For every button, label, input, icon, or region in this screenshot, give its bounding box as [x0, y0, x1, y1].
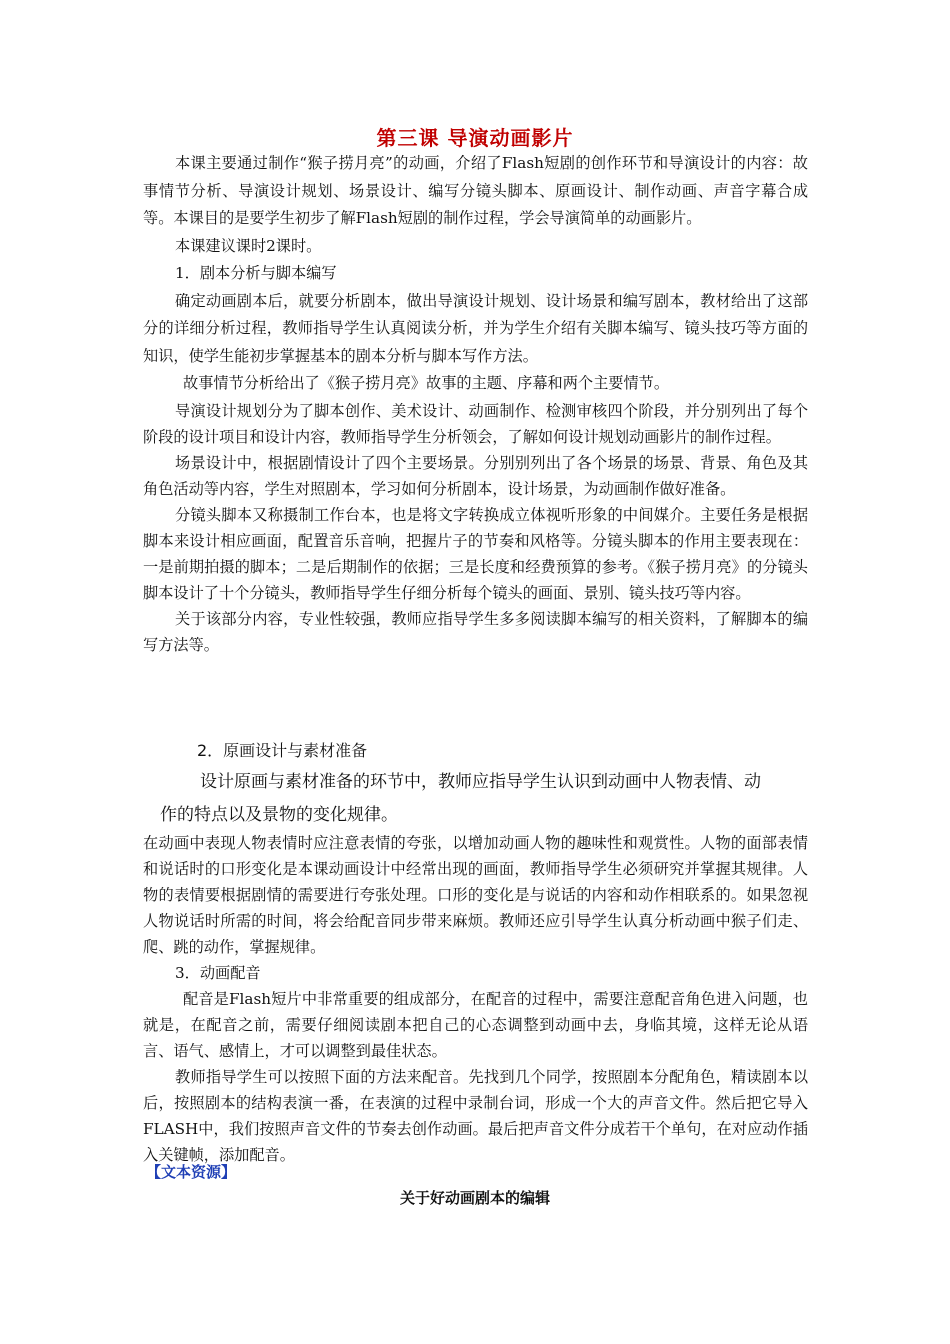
section2-block	[143, 830, 808, 1168]
section1-paragraph: 场景设计中，根据剧情设计了四个主要场景。分别别列出了各个场景的场景、背景、角色及其角色活动等内容，学生对照剧本，学习如何分析剧本，设计场景，为动画制作做好准备。	[143, 453, 808, 498]
section3-paragraph: 配音是Flash短片中非常重要的组成部分，在配音的过程中，需要注意配音角色进入问题，也就是，在配音之前，需要仔细阅读剧本把自己的心态调整到动画中去，身临其境，这样无论从语言、语气、感情上，才可以调整到最佳状态。	[143, 990, 808, 1060]
intro-block	[143, 150, 808, 658]
intro-paragraph: 本课主要通过制作“猴子捞月亮”的动画，介绍了Flash短剧的创作环节和导演设计的内容：故事情节分析、导演设计规划、场景设计、编写分镜头脚本、原画设计、制作动画、声音字幕合成等。本课目的是要学生初步了解Flash短剧的制作过程，学会导演简单的动画影片。	[143, 154, 808, 227]
lesson-title: 第三课 导演动画影片	[376, 126, 574, 150]
intro-hours: 本课建议课时2课时。	[175, 236, 322, 255]
section2-heading: 2．原画设计与素材准备	[197, 741, 368, 760]
section1-paragraph: 确定动画剧本后，就要分析剧本，做出导演设计规划、设计场景和编写剧本，教材给出了这部分的详细分析过程，教师指导学生认真阅读分析，并为学生介绍有关脚本编写、镜头技巧等方面的知识，使学生能初步掌握基本的剧本分析与脚本写作方法。	[143, 291, 808, 365]
section1-paragraph: 分镜头脚本又称摄制工作台本，也是将文字转换成立体视听形象的中间媒介。主要任务是根据脚本来设计相应画面，配置音乐音响，把握片子的节奏和风格等。分镜头脚本的作用主要表现在：一是前期拍摄的脚本；二是后期制作的依据；三是长度和经费预算的参考。《猴子捞月亮》的分镜头脚本设计了十个分镜头，教师指导学生仔细分析每个镜头的画面、景别、镜头技巧等内容。	[143, 505, 808, 602]
section3-paragraph: 教师指导学生可以按照下面的方法来配音。先找到几个同学，按照剧本分配角色，精读剧本以后，按照剧本的结构表演一番，在表演的过程中录制台词，形成一个大的声音文件。然后把它导入FLASH中，我们按照声音文件的节奏去创作动画。最后把声音文件分成若干个单句，在对应动作插入关键帧，添加配音。	[143, 1068, 808, 1164]
section2-lead-line2: 作的特点以及景物的变化规律。	[160, 805, 398, 825]
resource-title: 关于好动画剧本的编辑	[399, 1189, 550, 1207]
section3-heading: 3．动画配音	[175, 964, 261, 982]
section1-paragraph: 导演设计规划分为了脚本创作、美术设计、动画制作、检测审核四个阶段，并分别列出了每个阶段的设计项目和设计内容，教师指导学生分析领会，了解如何设计规划动画影片的制作过程。	[143, 401, 808, 446]
resource-tag: 【文本资源】	[146, 1163, 237, 1181]
section1-paragraph: 故事情节分析给出了《猴子捞月亮》故事的主题、序幕和两个主要情节。	[183, 374, 669, 392]
section2-lead	[160, 766, 800, 832]
section1-heading: 1．剧本分析与脚本编写	[175, 264, 337, 282]
section2-lead-line1: 设计原画与素材准备的环节中，教师应指导学生认识到动画中人物表情、动	[200, 772, 761, 792]
section1-paragraph: 关于该部分内容，专业性较强，教师应指导学生多多阅读脚本编写的相关资料，了解脚本的编写方法等。	[143, 609, 808, 654]
section2-paragraph: 在动画中表现人物表情时应注意表情的夸张，以增加动画人物的趣味性和观赏性。人物的面部表情和说话时的口形变化是本课动画设计中经常出现的画面，教师指导学生必须研究并掌握其规律。人物的表情要根据剧情的需要进行夸张处理。口形的变化是与说话的内容和动作相联系的。如果忽视人物说话时所需的时间，将会给配音同步带来麻烦。教师还应引导学生认真分析动画中猴子们走、爬、跳的动作，掌握规律。	[143, 834, 808, 956]
